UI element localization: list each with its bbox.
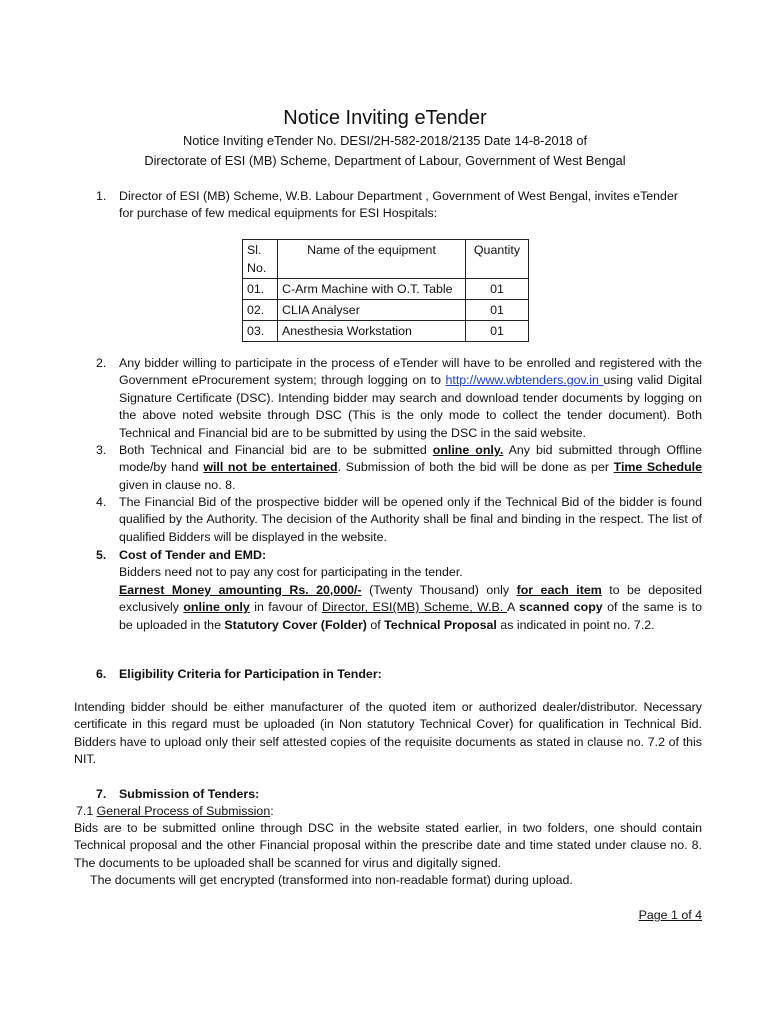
item-5-text <box>119 547 702 634</box>
item-5-text-e: of the same is to be uploaded in the <box>119 600 703 632</box>
equipment-table <box>242 239 529 342</box>
item-1-line-1: Director of ESI (MB) Scheme, W.B. Labour Department , Government of West Bengal, invites eTender <box>119 189 678 203</box>
table-row <box>243 279 529 300</box>
item-5-text-b: to be deposited exclusively <box>119 582 702 615</box>
cell-name: CLIA Analyser <box>278 300 466 321</box>
technical-proposal-emphasis: Technical Proposal <box>384 617 497 632</box>
item-7-1-number: 7.1 <box>76 804 97 818</box>
item-1-line-2: for purchase of few medical equipments for ESI Hospitals: <box>119 206 438 221</box>
item-5-text-c: in favour of <box>249 600 322 615</box>
item-2-text <box>119 355 702 442</box>
subtitle-line-2: Directorate of ESI (MB) Scheme, Department of Labour, Government of West Bengal <box>144 153 626 168</box>
item-5-emd-paragraph <box>119 582 702 634</box>
subtitle-line-1: Notice Inviting eTender No. DESI/2H-582-2018/2135 Date 14-8-2018 of <box>182 133 588 148</box>
for-each-item-emphasis: for each item <box>516 582 602 597</box>
page-title: Notice Inviting eTender <box>283 107 487 129</box>
item-2-number: 2. <box>96 356 107 370</box>
item-7-heading: Submission of Tenders: <box>119 787 260 801</box>
table-row <box>243 300 529 321</box>
item-5-text-f: of <box>366 617 385 632</box>
item-5-text-g: as indicated in point no. 7.2. <box>496 617 655 632</box>
item-3-text-c: . Submission of both the bid will be done as per <box>337 460 614 475</box>
cell-name: Anesthesia Workstation <box>278 321 466 342</box>
item-7-1-title: General Process of Submission <box>96 804 271 818</box>
item-7-text-2: The documents will get encrypted (transformed into non-readable format) during upload. <box>90 873 573 887</box>
not-entertained-emphasis: will not be entertained <box>203 460 338 475</box>
wbtenders-link[interactable]: http://www.wbtenders.gov.in <box>445 373 604 388</box>
item-7-1-colon: : <box>270 804 274 818</box>
cell-quantity: 01 <box>466 279 529 300</box>
time-schedule-emphasis: Time Schedule <box>613 460 702 475</box>
item-3-text-b: Any bid submitted through Offline mode/by hand <box>119 443 702 475</box>
item-4-number: 4. <box>96 495 107 509</box>
item-7-number: 7. <box>96 787 107 801</box>
cell-name: C-Arm Machine with O.T. Table <box>278 279 466 300</box>
item-2-text-b: using valid Digital Signature Certificate (DSC). Intending bidder may search and download tender documents by logging on the above noted website through DSC (This is the only mode to collect the tender document). Both Technical and Financial bid are to be submitted by using the DSC in the said website. <box>119 373 703 440</box>
director-emphasis: Director, ESI(MB) Scheme, W.B. <box>321 600 508 615</box>
page-number: Page 1 of 4 <box>638 908 702 922</box>
item-2-text-a: Any bidder willing to participate in the process of eTender will have to be enrolled and registered with the Government eProcurement system; through logging on to <box>119 356 702 388</box>
cell-quantity: 01 <box>466 300 529 321</box>
header-sl-label: Sl. <box>247 243 262 257</box>
cell-sl: 02. <box>243 300 278 321</box>
item-4-text: The Financial Bid of the prospective bidder will be opened only if the Technical Bid of the bidder is found qualified by the Authority. The decision of the Authority shall be final and binding in the respect. The list of qualified Bidders will be displayed in the website. <box>119 495 702 544</box>
item-5-text-d: A <box>507 600 520 615</box>
item-5-text-a: (Twenty Thousand) only <box>361 582 517 597</box>
item-6-number: 6. <box>96 667 107 681</box>
item-6-heading: Eligibility Criteria for Participation in Tender: <box>119 667 382 681</box>
item-3-number: 3. <box>96 443 107 457</box>
cell-sl: 03. <box>243 321 278 342</box>
header-name: Name of the equipment <box>278 240 466 279</box>
item-5-line-1: Bidders need not to pay any cost for participating in the tender. <box>119 565 463 580</box>
item-6-text: Intending bidder should be either manufacturer of the quoted item or authorized dealer/distributor. Necessary certificate in this regard must be uploaded (in Non statutory Technical Cover) for qualification in Technical Bid. Bidders have to upload only their self attested copies of the requisite documents as stated in clause no. 7.2 of this NIT. <box>74 700 702 767</box>
online-only-emphasis: online only <box>183 600 250 615</box>
table-row <box>243 321 529 342</box>
item-7-1-heading <box>76 803 274 820</box>
item-3-text-a: Both Technical and Financial bid are to be submitted <box>119 443 433 457</box>
item-3-text-d: given in clause no. 8. <box>119 477 236 492</box>
cell-sl: 01. <box>243 279 278 300</box>
cell-quantity: 01 <box>466 321 529 342</box>
item-1-number: 1. <box>96 189 107 203</box>
item-3-text <box>119 442 702 494</box>
scanned-copy-emphasis: scanned copy <box>519 600 603 615</box>
statutory-cover-emphasis: Statutory Cover (Folder) <box>224 617 367 632</box>
header-quantity: Quantity <box>466 240 529 279</box>
header-no-label: No. <box>247 261 267 275</box>
item-1-text <box>119 188 709 223</box>
item-5-number: 5. <box>96 548 107 562</box>
table-header-row <box>243 240 529 279</box>
header-sl <box>243 240 278 279</box>
earnest-money-emphasis: Earnest Money amounting Rs. 20,000/- <box>119 582 362 597</box>
online-only-emphasis: online only. <box>432 443 504 457</box>
item-5-heading: Cost of Tender and EMD: <box>119 548 267 562</box>
item-7-text: Bids are to be submitted online through DSC in the website stated earlier, in two folders, one should contain Technical proposal and the other Financial proposal within the prescribe date and time stated under clause no. 8. The documents to be uploaded shall be scanned for virus and digitally signed. <box>74 821 702 870</box>
